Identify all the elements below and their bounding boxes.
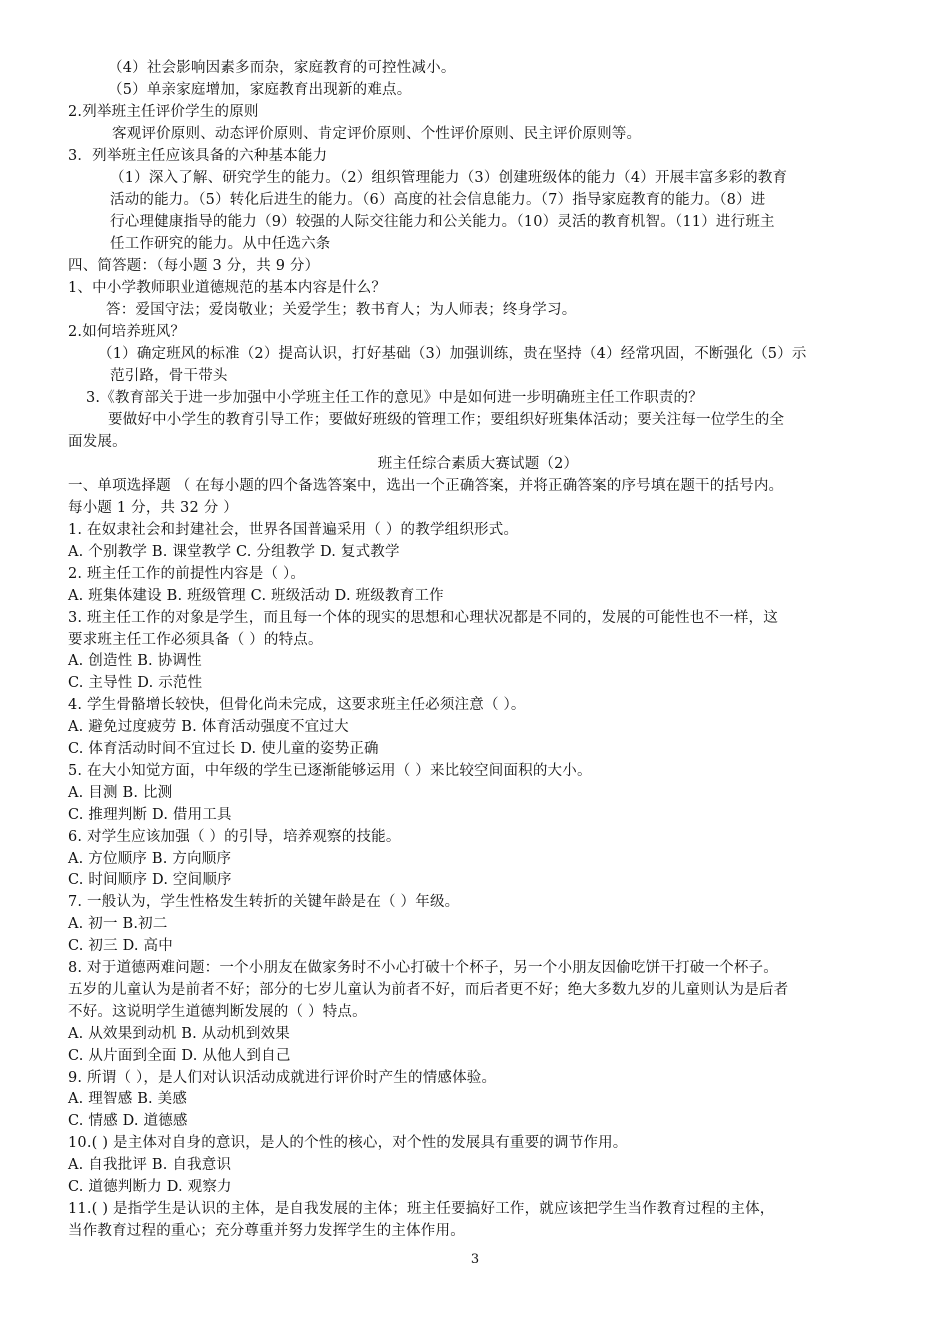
- question-line: 3. 班主任工作的对象是学生，而且每一个体的现实的思想和心理状况都是不同的，发展的可能性也不一样，这: [68, 609, 778, 626]
- answer-options: A. 创造性 B. 协调性: [68, 653, 202, 670]
- section-heading: 四、简答题：（每小题 3 分，共 9 分）: [68, 258, 320, 274]
- question-line: 五岁的儿童认为是前者不好；部分的七岁儿童认为前者不好，而后者更不好；绝大多数九岁的儿童则认为是后者: [68, 981, 789, 998]
- answer-options: A. 从效果到动机 B. 从动机到效果: [68, 1025, 290, 1042]
- answer-text: （1）确定班风的标准（2）提高认识，打好基础（3）加强训练，贵在坚持（4）经常巩固，不断强化（5）示: [98, 346, 807, 362]
- answer-options: A. 个别教学 B. 课堂教学 C. 分组教学 D. 复式教学: [68, 543, 400, 560]
- question-line: 不好。这说明学生道德判断发展的（ ）特点。: [68, 1003, 367, 1020]
- question-title: 1、中小学教师职业道德规范的基本内容是什么？: [68, 280, 387, 296]
- answer-options: A. 理智感 B. 美感: [68, 1091, 188, 1108]
- section-instructions: 一、单项选择题 （ 在每小题的四个备选答案中，选出一个正确答案，并将正确答案的序号填在题干的括号内。: [68, 478, 784, 494]
- list-item: （5）单亲家庭增加，家庭教育出现新的难点。: [108, 82, 412, 98]
- answer-options: A. 方位顺序 B. 方向顺序: [68, 850, 232, 867]
- question-line: 9. 所谓（ ），是人们对认识活动成就进行评价时产生的情感体验。: [68, 1069, 497, 1086]
- question-title: 2.如何培养班风？: [68, 324, 186, 340]
- answer-text: 行心理健康指导的能力（9）较强的人际交往能力和公关能力。（10）灵活的教育机智。（11）进行班主: [110, 214, 775, 230]
- question-line: 5. 在大小知觉方面，中年级的学生已逐渐能够运用（ ）来比较空间面积的大小。: [68, 762, 592, 779]
- question-title: 3.《教育部关于进一步加强中小学班主任工作的意见》中是如何进一步明确班主任工作职责的？: [86, 390, 703, 406]
- answer-text: 客观评价原则、动态评价原则、肯定评价原则、个性评价原则、民主评价原则等。: [112, 126, 642, 142]
- answer-text: 活动的能力。（5）转化后进生的能力。（6）高度的社会信息能力。（7）指导家庭教育的能力。（8）进: [110, 192, 766, 208]
- answer-options: C. 主导性 D. 示范性: [68, 675, 203, 692]
- section-instructions: 每小题 1 分，共 32 分 ）: [68, 500, 238, 516]
- answer-options: C. 时间顺序 D. 空间顺序: [68, 872, 232, 889]
- list-item: （4）社会影响因素多而杂，家庭教育的可控性减小。: [108, 60, 456, 76]
- exam-title: 班主任综合素质大赛试题（2）: [377, 456, 579, 472]
- question-line: 6. 对学生应该加强（ ）的引导，培养观察的技能。: [68, 828, 401, 845]
- answer-options: A. 班集体建设 B. 班级管理 C. 班级活动 D. 班级教育工作: [68, 587, 444, 604]
- question-title: 3．列举班主任应该具备的六种基本能力: [68, 148, 328, 164]
- question-line: 要求班主任工作必须具备（ ）的特点。: [68, 631, 323, 648]
- answer-text: 范引路，骨干带头: [110, 368, 228, 384]
- question-title: 2.列举班主任评价学生的原则: [68, 104, 259, 120]
- question-line: 10.( ) 是主体对自身的意识，是人的个性的核心，对个性的发展具有重要的调节作用。: [68, 1135, 628, 1152]
- answer-text: 答：爱国守法；爱岗敬业；关爱学生；教书育人；为人师表；终身学习。: [106, 302, 577, 318]
- question-line: 4. 学生骨骼增长较快，但骨化尚未完成，这要求班主任必须注意（ ）。: [68, 697, 526, 714]
- answer-text: 面发展。: [68, 434, 127, 450]
- answer-options: C. 初三 D. 高中: [68, 938, 173, 955]
- answer-options: A. 避免过度疲劳 B. 体育活动强度不宜过大: [68, 719, 349, 736]
- answer-text: 要做好中小学生的教育引导工作；要做好班级的管理工作；要组织好班集体活动；要关注每一位学生的全: [108, 412, 785, 428]
- question-line: 2. 班主任工作的前提性内容是（ ）。: [68, 565, 306, 582]
- answer-options: C. 情感 D. 道德感: [68, 1113, 188, 1130]
- answer-text: （1）深入了解、研究学生的能力。（2）组织管理能力（3）创建班级体的能力（4）开展丰富多彩的教育: [110, 170, 788, 186]
- question-line: 1. 在奴隶社会和封建社会，世界各国普遍采用（ ）的教学组织形式。: [68, 522, 519, 538]
- answer-options: C. 从片面到全面 D. 从他人到自己: [68, 1047, 291, 1064]
- answer-options: C. 体育活动时间不宜过长 D. 使儿童的姿势正确: [68, 741, 379, 757]
- answer-options: A. 自我批评 B. 自我意识: [68, 1157, 232, 1174]
- answer-options: A. 初一 B.初二: [68, 916, 168, 933]
- answer-text: 任工作研究的能力。从中任选六条: [110, 236, 331, 252]
- answer-options: C. 道德判断力 D. 观察力: [68, 1179, 232, 1195]
- question-line: 8. 对于道德两难问题：一个小朋友在做家务时不小心打破十个杯子，另一个小朋友因偷吃饼干打破一个杯子。: [68, 960, 778, 976]
- answer-options: A. 目测 B. 比测: [68, 784, 173, 801]
- question-line: 11.( ) 是指学生是认识的主体，是自我发展的主体；班主任要搞好工作，就应该把学生当作教育过程的主体，: [68, 1200, 775, 1217]
- question-line: 7. 一般认为，学生性格发生转折的关键年龄是在（ ）年级。: [68, 894, 460, 911]
- page-number: 3: [470, 1252, 480, 1267]
- question-line: 当作教育过程的重心；充分尊重并努力发挥学生的主体作用。: [68, 1222, 465, 1239]
- answer-options: C. 推理判断 D. 借用工具: [68, 806, 232, 823]
